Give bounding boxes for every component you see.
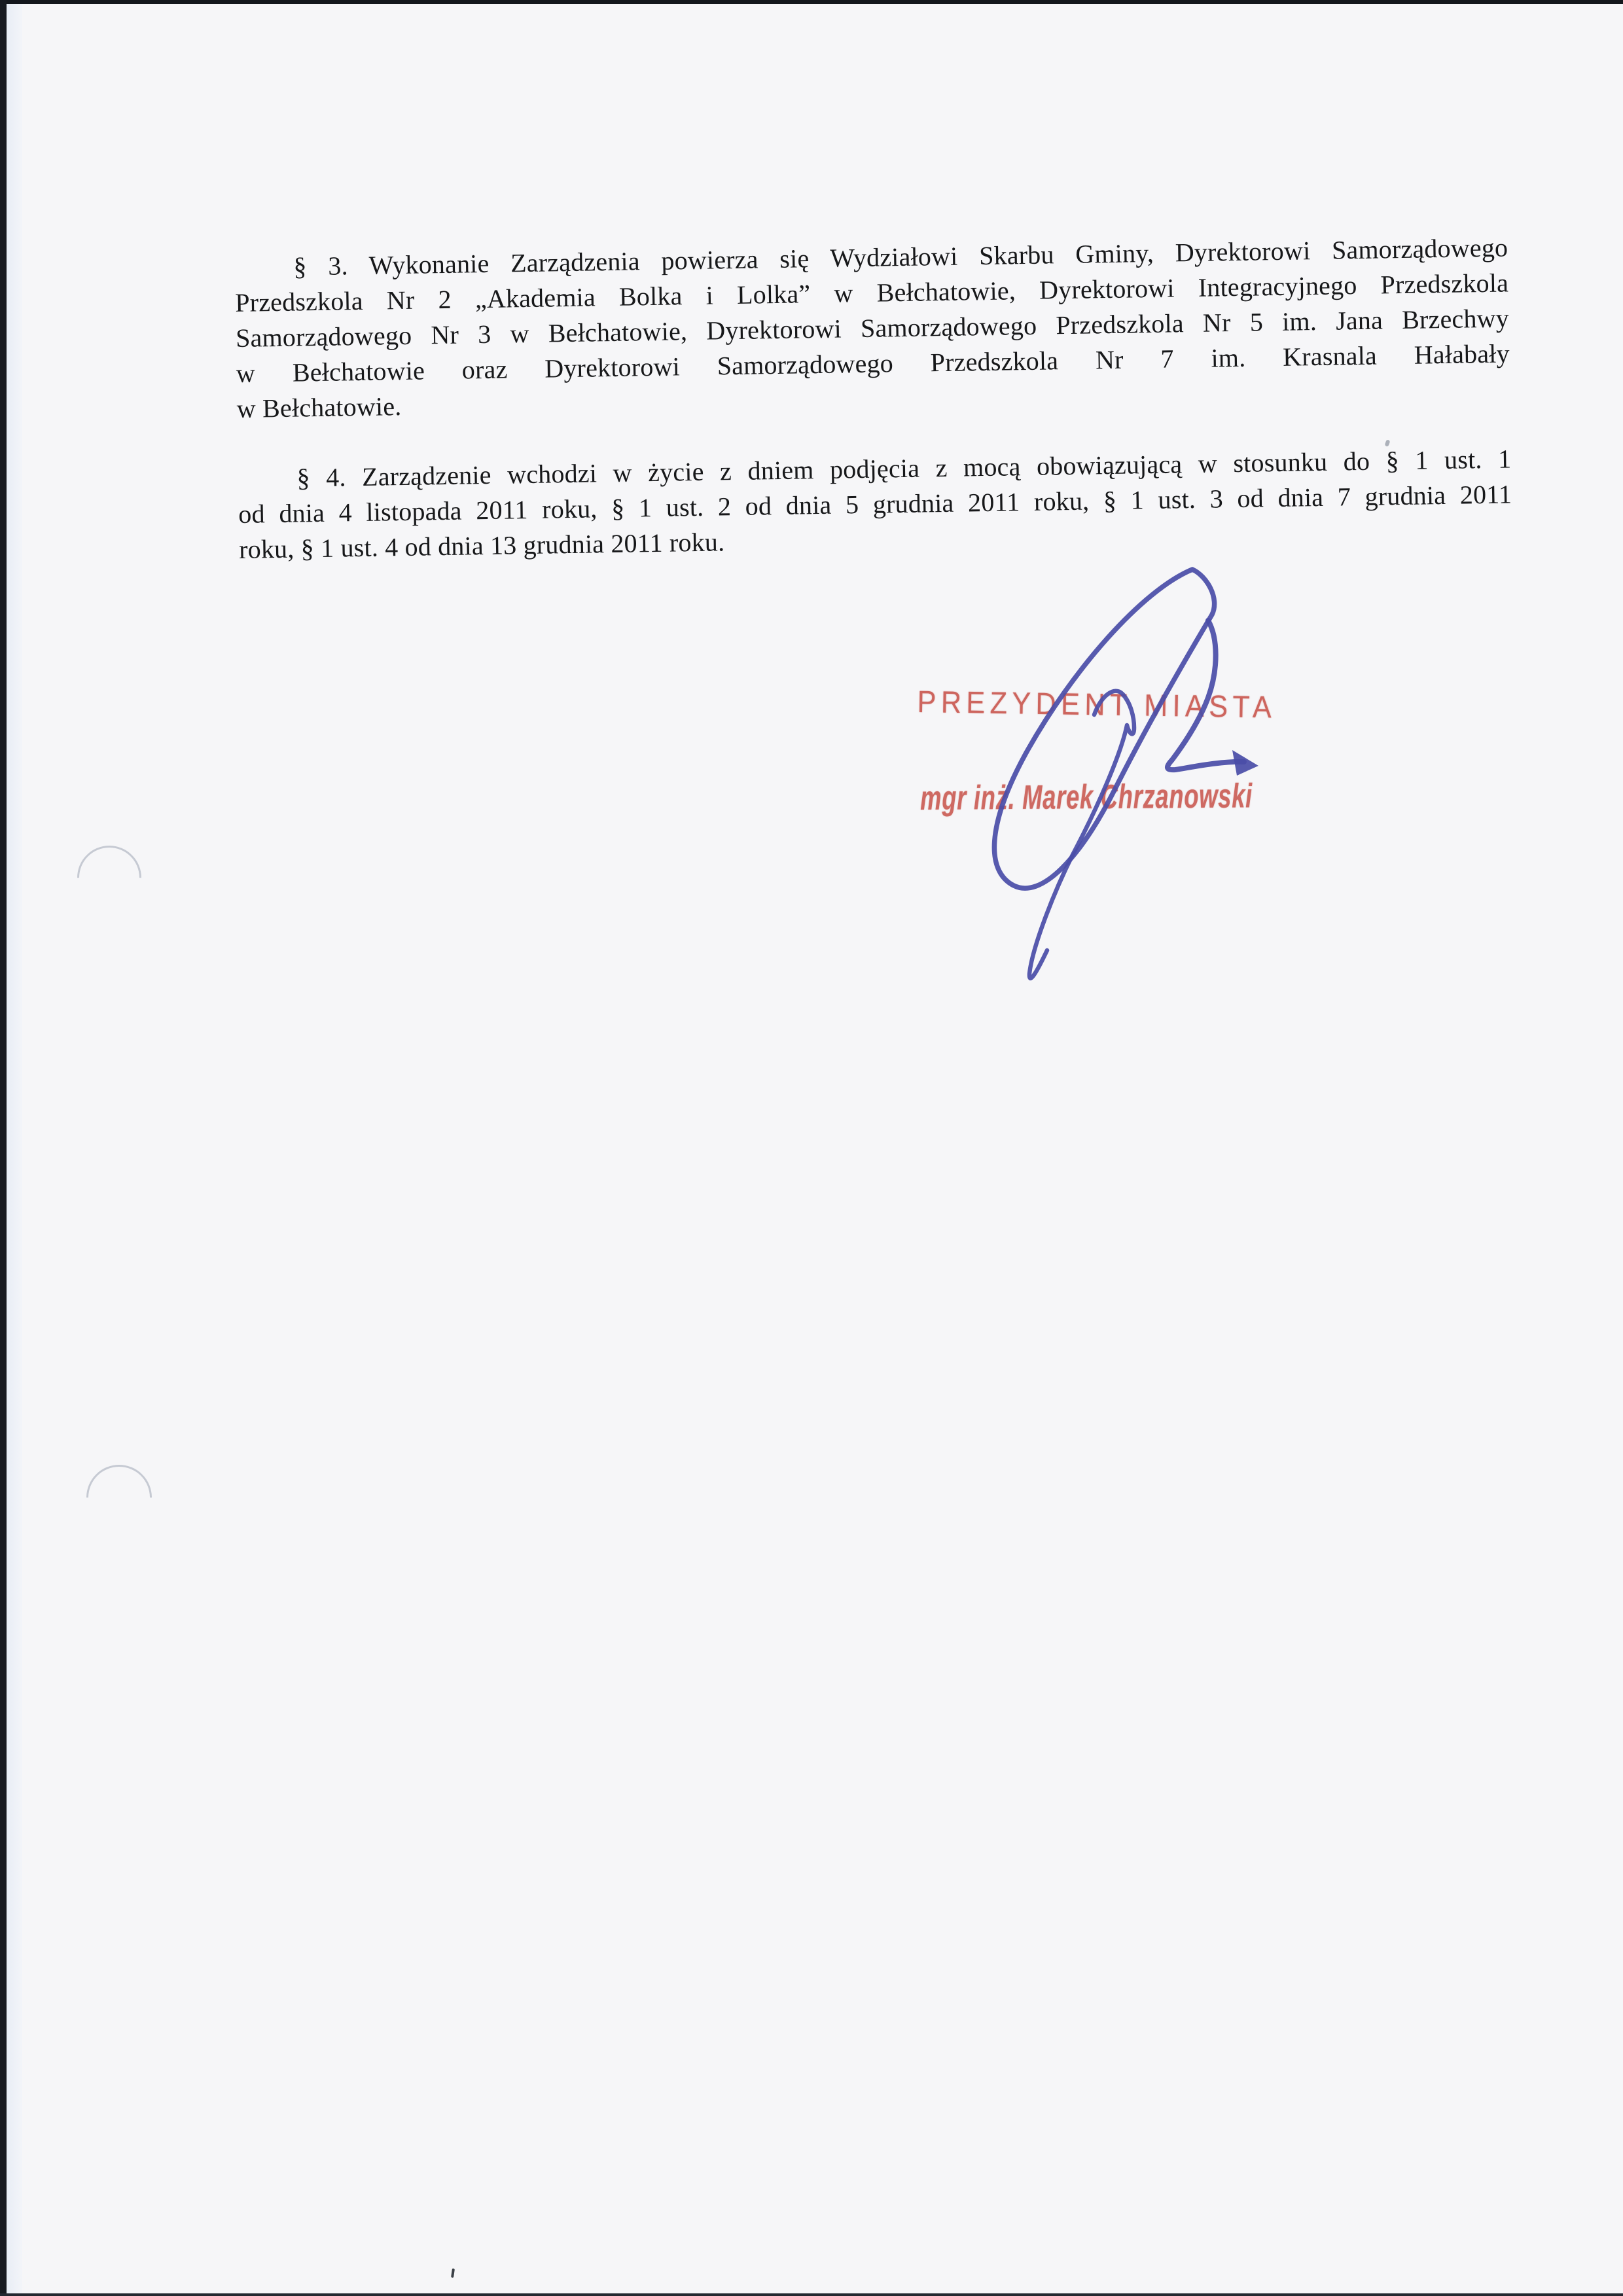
text-line: § 3. Wykonanie Zarządzenia powierza się Wydziałowi Skarbu Gminy, Dyrektorowi Samorządowego bbox=[293, 232, 1508, 281]
text-line: od dnia 4 listopada 2011 roku, § 1 ust. 2 od dnia 5 grudnia 2011 roku, § 1 ust. 3 od dnia 7 grudnia 2011 bbox=[238, 479, 1512, 529]
signature-loop bbox=[994, 569, 1214, 888]
text-line: roku, § 1 ust. 4 od dnia 13 grudnia 2011 roku. bbox=[238, 527, 725, 564]
text-line: Samorządowego Nr 3 w Bełchatowie, Dyrektorowi Samorządowego Przedszkola Nr 5 im. Jana Brzechwy bbox=[235, 303, 1510, 353]
text-line: Przedszkola Nr 2 „Akademia Bolka i Lolka” w Bełchatowie, Dyrektorowi Integracyjnego Przedszkola bbox=[234, 268, 1509, 317]
text-line: w Bełchatowie oraz Dyrektorowi Samorządowego Przedszkola Nr 7 im. Krasnala Hałabały bbox=[236, 338, 1510, 388]
punch-hole-shadow bbox=[73, 1451, 165, 1543]
scan-edge-left bbox=[0, 0, 7, 2296]
signature-arrowhead bbox=[1232, 750, 1258, 776]
punch-hole-shadow bbox=[64, 833, 155, 924]
scan-edge-top bbox=[0, 0, 1623, 4]
scan-edge-bottom bbox=[0, 2293, 1623, 2296]
stamp-signer-name: mgr inż. Marek Chrzanowski bbox=[919, 777, 1253, 817]
stamp-title: PREZYDENT MIASTA bbox=[917, 684, 1277, 725]
paragraph-4 bbox=[238, 441, 1512, 567]
signature-tail bbox=[1029, 691, 1134, 978]
text-line: w Bełchatowie. bbox=[236, 391, 402, 423]
document-body-text bbox=[234, 230, 1512, 567]
text-line: § 4. Zarządzenie wchodzi w życie z dniem podjęcia z mocą obowiązującą w stosunku do § 1 ust. 1 bbox=[296, 444, 1512, 493]
ink-speck bbox=[451, 2269, 455, 2278]
scan-edge-left-light-band bbox=[7, 0, 22, 2296]
paragraph-3 bbox=[234, 230, 1510, 427]
